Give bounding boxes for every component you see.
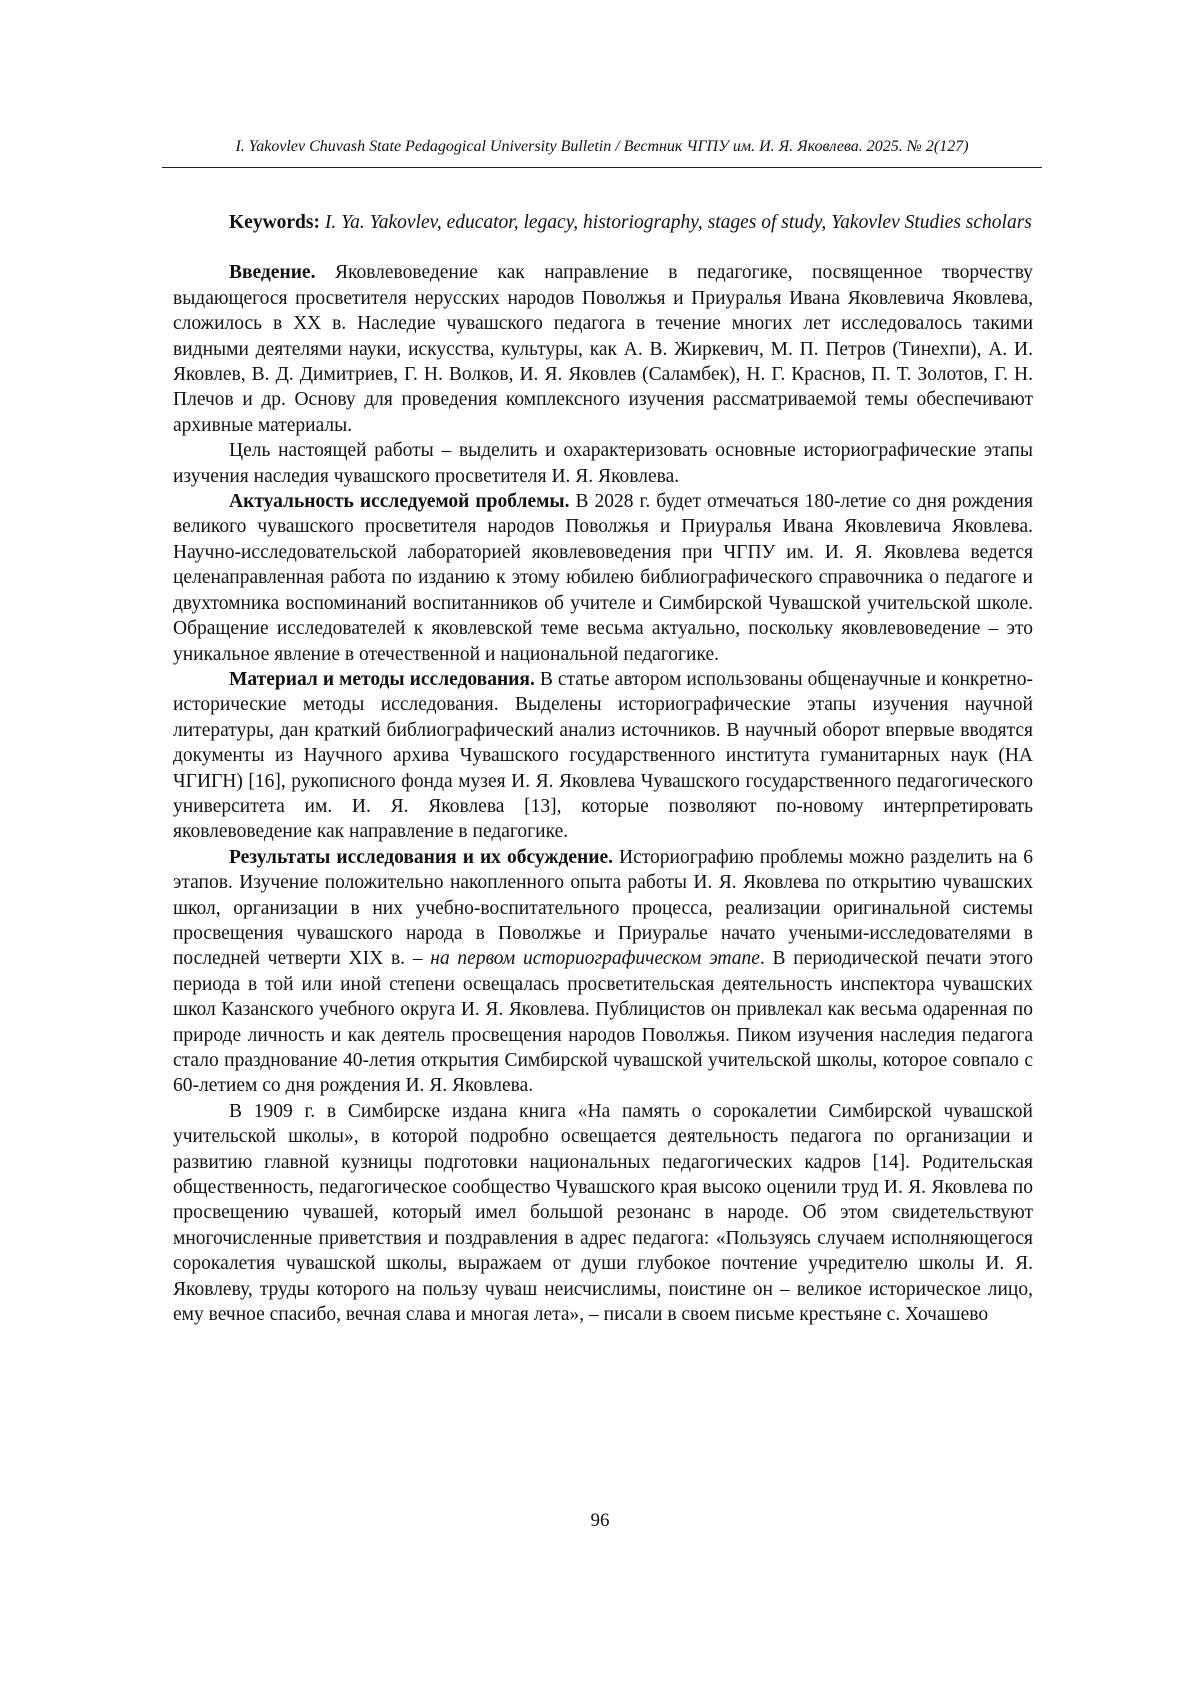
methods-text: В статье автором использованы общенаучные и конкретно-исторические методы исследования. Выделены историографические этапы изучения научной литературы, дан краткий библиографический анализ источников. В научный оборот впервые вводятся документы из Научного архива Чувашского государственного института гуманитарных наук (НА ЧГИГН) [16], рукописного фонда музея И. Я. Яковлева Чувашского государственного педагогического университета им. И. Я. Яковлева [13], которые позволяют по-новому интерпретировать яковлевоведение как направление в педагогике.	[173, 668, 1033, 843]
results-paragraph	[173, 845, 1033, 1099]
relevance-heading: Актуальность исследуемой проблемы.	[229, 491, 570, 513]
keywords-paragraph	[173, 210, 1033, 235]
intro-paragraph	[173, 260, 1033, 438]
header-rule	[162, 167, 1042, 168]
book-text: В 1909 г. в Симбирске издана книга «На память о сорокалетии Симбирской чувашской учительской школы», в которой подробно освещается деятельность педагога по организации и развитию главной кузницы подготовки национальных педагогических кадров [14]. Родительская общественность, педагогическое сообщество Чувашского края высоко оценили труд И. Я. Яковлева по просвещению чувашей, который имел большой резонанс в народе. Об этом свидетельствуют многочисленные приветствия и поздравления в адрес педагога: «Пользуясь случаем исполняющегося сорокалетия чувашской школы, выражаем от души глубокое почтение учредителю школы И. Я. Яковлеву, труды которого на пользу чуваш неисчислимы, поистине он – великое историческое лицо, ему вечное спасибо, вечная слава и многая лета», – писали в своем письме крестьяне с. Хочашево	[173, 1100, 1033, 1326]
results-text-2: . В периодической печати этого периода в той или иной степени освещалась просветительская деятельность инспектора чувашских школ Казанского учебного округа И. Я. Яковлева. Публицистов он привлекал как весьма одаренная по природе личность и как деятель просвещения народов Поволжья. Пиком изучения наследия педагога стало празднование 40-летия открытия Симбирской чувашской учительской школы, которое совпало с 60-летием со дня рождения И. Я. Яковлева.	[173, 948, 1033, 1097]
intro-heading: Введение.	[229, 262, 316, 284]
article-body	[173, 210, 1033, 1327]
book-paragraph	[173, 1099, 1033, 1328]
goal-paragraph	[173, 438, 1033, 489]
results-text-1: Историографию проблемы можно разделить на 6 этапов. Изучение положительно накопленного опыта работы И. Я. Яковлева по открытию чувашских школ, организации в них учебно-воспитательного процесса, реализации оригинальной системы просвещения чувашского народа в Поволжье и Приуралье начато учеными-исследователями в последней четверти XIX в. –	[173, 846, 1033, 970]
keywords-label: Keywords:	[229, 212, 320, 233]
methods-heading: Материал и методы исследования.	[229, 668, 535, 690]
keywords-text: I. Ya. Yakovlev, educator, legacy, historiography, stages of study, Yakovlev Studies scholars	[320, 212, 1032, 233]
methods-paragraph	[173, 667, 1033, 845]
running-header: I. Yakovlev Chuvash State Pedagogical University Bulletin / Вестник ЧГПУ им. И. Я. Яковлева. 2025. № 2(127)	[235, 138, 969, 155]
relevance-text: В 2028 г. будет отмечаться 180-летие со дня рождения великого чувашского просветителя народов Поволжья и Приуралья Ивана Яковлевича Яковлева. Научно-исследовательской лабораторией яковлевоведения при ЧГПУ им. И. Я. Яковлева ведется целенаправленная работа по изданию к этому юбилею библиографического справочника о педагоге и двухтомника воспоминаний воспитанников об учителе и Симбирской Чувашской учительской школе. Обращение исследователей к яковлевской теме весьма актуально, поскольку яковлевоведение – это уникальное явление в отечественной и национальной педагогике.	[173, 491, 1033, 665]
page-number: 96	[590, 1510, 610, 1531]
results-heading: Результаты исследования и их обсуждение.	[229, 846, 613, 868]
intro-text: Яковлевоведение как направление в педагогике, посвященное творчеству выдающегося просветителя нерусских народов Поволжья и Приуралья Ивана Яковлевича Яковлева, сложилось в XX в. Наследие чувашского педагога в течение многих лет исследовалось такими видными деятелями науки, искусства, культуры, как А. В. Жиркевич, М. П. Петров (Тинехпи), А. И. Яковлев, В. Д. Димитриев, Г. Н. Волков, И. Я. Яковлев (Саламбек), Н. Г. Краснов, П. Т. Золотов, Г. Н. Плечов и др. Основу для проведения комплексного изучения рассматриваемой темы обеспечивают архивные материалы.	[173, 262, 1033, 436]
results-italic-phrase: на первом историографическом этапе	[430, 948, 760, 970]
goal-text: Цель настоящей работы – выделить и охарактеризовать основные историографические этапы изучения наследия чувашского просветителя И. Я. Яковлева.	[173, 440, 1033, 487]
relevance-paragraph	[173, 489, 1033, 667]
